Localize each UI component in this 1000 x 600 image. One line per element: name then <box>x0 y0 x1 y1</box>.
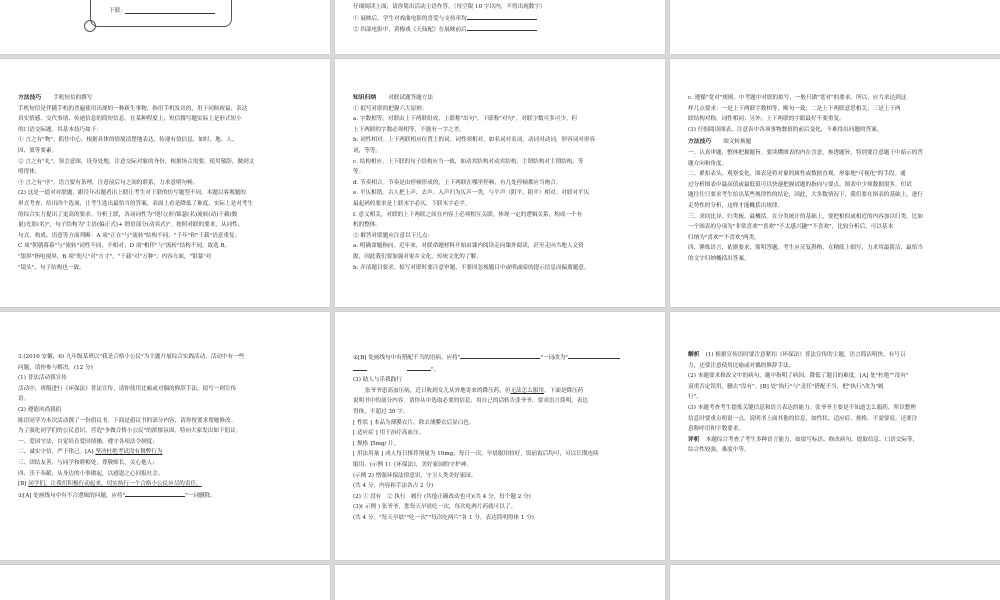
text-line: (2) 遵德风尚我倡 <box>18 406 62 413</box>
underlined-sentence-a: 坚决杜绝考试没有舞弊行为 <box>95 449 163 456</box>
text-line: 联结构对称，词性相同；另外，上下两联的字眼最好不要重复。 <box>688 116 845 123</box>
section-title: 图文转换题 <box>723 139 752 146</box>
top-middle-text: 仔细阅读上面，请你简出活动主语作答。（每空限 10 字以内，不得出现数字） ① 展映后，学生对戏曲电影的喜爱与支持率均 ② 四部电影中，黄梅戏《天仙配》在展映前后 <box>353 4 546 34</box>
text-line: c. 遵循"宽对"规则。中考题中对联的拟写，一般只做"宽对"的要求。所以，应力求达到这 <box>688 95 907 101</box>
slide-analysis: 解析 (1) 根据宣传语时要注意紧扣《环保法》普法宣传的主题，语言简洁明快，有号召 力，还要注意使用比喻或对偶的修辞手法。 (2) 本题要求修改文中的病句，题中指明了病因，降低了题目的难度。[A] 处"杜绝""没有" 双重否定误用，删去"没有"。[B] 处"执行"与"责任"搭配不当，把"执行"改为"履 行"。 (3) 本题考查考生提炼关键信息和语言表达的能力。张爷爷主要是不知道怎么服药，所以整理 信息时要重点明说一点。说明书上面其他的信息，如性状、适应症、规格，不需要说。还要注 意称呼语和字数要求。 评析 本题综合考查了考生多种语言能力，如拟写标语、修改病句、提取信息、口语交际等， 综合性较强，难度中等。 <box>670 312 1000 560</box>
slide-bottom-left <box>0 565 330 600</box>
text-line: 上下两联的字数必须相等，不能有一字之差。 <box>353 126 465 133</box>
text-line: 一、认真审题，整体把握题旨。要读懂图表的内在含意，参透题旨，特别要注意题干中暗示的答 <box>688 149 923 156</box>
text-line: ② 言之有"礼"。领会意图，设身处地，注意交际对象的身份，根据场合需要，使用敬辞，做到文 <box>18 158 255 165</box>
text-line: ③ 言之有"序"。语言要有条理，注意前后句之间的联系，力求意明句畅。 <box>18 179 199 186</box>
text-line: 等。 <box>353 169 365 176</box>
text-line: 问题，请你参与解决。(12 分) <box>18 364 93 371</box>
text-line: 题方向和角度。 <box>688 160 728 167</box>
text-line: ① 言之有"物"。抓住中心，根据具体的情境清楚地表达，传递有效信息，如时、地、人、 <box>18 137 238 144</box>
question-3-cont-body <box>353 396 649 523</box>
text-line: (3) 仔细阅读图表，注意表中各项事物数值的前后变化，不难得出问题的答案。 <box>688 126 883 133</box>
text-line: 行"。 <box>688 394 702 401</box>
text-line: 的口语交际题。其基本技巧如下： <box>18 126 102 133</box>
text-line: (2) 本题要求修改文中的病句，题中指明了病因，降低了题目的难度。[A] 处"杜绝""没有" <box>688 373 909 380</box>
text-line: 量)光影(名)"，句子结构为"主语(偏正式)+ 谓语部分(动宾式)"。按照对联的要求，从词性、 <box>18 222 244 229</box>
slide-top-right <box>670 0 1000 54</box>
text-line: (2) 这是一道对对联题，跟往年出题者出上联让考生对下联的仿写题型不同。本题以客观题的 <box>18 190 246 197</box>
text-line: (1) 普法活动我宣传 <box>18 375 67 382</box>
text-line: 双重否定误用，删去"没有"。[B] 处"执行"与"责任"搭配不当，把"执行"改为"履 <box>688 383 884 390</box>
text-line: 最起码的要求是上联末字必仄，下联末字必平。 <box>353 200 471 207</box>
text-line: 服用。(示例 1)《环保法》，美好家园的守护神。 <box>353 461 472 468</box>
text-line: (示例 2) 增强环保法律意识，守卫人类美好家园。 <box>353 472 477 479</box>
question-body <box>18 352 314 447</box>
text-line: 四、乐于奉献，从身边的小事做起，以感恩之心回报社会。 <box>18 470 164 477</box>
text-line: ① 拟写对联的把握六大原则： <box>353 105 428 112</box>
text-line: 3.(2016 安徽，6) 九年级某班以"我是合格小公民"为主题开展综合实践活动。活动中有一些 <box>18 354 245 360</box>
text-line: 过分析图表中最高值或最低值可以快速把握试题的指向与要点。图表中少须数据很多，但试 <box>688 181 912 188</box>
text-line: 三、团结友善，与同学和睦相处，尊敬师长，关心他人； <box>18 459 158 466</box>
text-line: [ 用法用量 ] 成人每日推荐剂量为 10mg，每日一次，早晨服用较好，饭前饭后均可，可以长期连续 <box>353 451 599 458</box>
scroll-frame <box>90 0 232 27</box>
text-line: 样几点要求：一是上下两联字数相等，断句一致；二是上下两联意思相关；三是上下两 <box>688 105 901 112</box>
text-line: "镜头"，句子结构也一致。 <box>18 264 85 271</box>
text-line: 因、果等要素。 <box>18 147 58 154</box>
slide-sms-writing <box>0 59 330 307</box>
text-line: (共 4 分，内容和手法各占 2 分) <box>353 483 434 490</box>
text-line: [ 规格 ]5mg/ 片。 <box>353 440 400 447</box>
text-line: 一、爱国守法，自觉培育爱国情操，遵守各项法令制度； <box>18 438 158 445</box>
section-heading: 知识归纳 <box>353 95 377 101</box>
text-line: 陈语同学为本次活动撰了一份倡议书。下面是倡议书的部分内容，请你按要求帮她修改。 <box>18 417 237 424</box>
text-line: 源，因此我们要加强对家乡文化、传统文化的了解。 <box>353 253 482 260</box>
text-line: b. 词性相对。上下两联相应位置上的词，词性须相对，如名词对名词，动词对动词，形容词对形容 <box>353 137 596 144</box>
text-line: ② 解答对联题应注意以下几点： <box>353 232 434 239</box>
text-line: 真实情感、交代事情、传递信息的简短信息。在某种程度上，短信撰写题实际上是形式短小 <box>18 116 242 123</box>
answer-blank <box>407 364 431 371</box>
section-title: 手机短信的撰写 <box>53 95 93 101</box>
comment-tag: 评析 <box>688 436 700 443</box>
text-line: [ 性状 ] 本品为薄膜衣片，除去薄膜衣后显白色。 <box>353 419 475 426</box>
text-line: 语。 <box>18 396 30 403</box>
answer-blank <box>568 352 620 359</box>
text-line: (3) 本题考查考生提炼关键信息和语言表达的能力。张爷爷主要是不知道怎么服药，所以整理 <box>688 404 916 411</box>
text-line: 归纳为"喜欢""不喜欢"两类。 <box>688 234 760 241</box>
scroll-curl-icon <box>84 20 96 32</box>
text-line: d. 节奏相合。节奏是由停顿形成的，上下两联在哪里停顿，有几处停顿都应当吻合。 <box>353 179 562 186</box>
text-line: 一个图表的分项为"非常喜欢""喜欢""不太感兴趣""不喜欢"，比较分析后，可以基本 <box>688 224 894 231</box>
answer-blank <box>467 24 537 31</box>
text-line: 的文字归纳概括出答案。 <box>688 255 750 262</box>
text-line: a. 字数相等。对联由上下两联组成，上联称"出句"，下联称"对句"。对联字数可多可少，但 <box>353 116 578 123</box>
text-line: (3)( 示例 ) 张爷爷，您每天早晨吃一次，每次吃两片药就可以了。 <box>353 504 517 511</box>
analysis-tag: 解析 <box>688 352 700 358</box>
answer-blank <box>125 490 185 497</box>
text-line: 力，还要注意使用比喻或对偶的修辞手法。 <box>688 362 795 369</box>
text-line: 说明书中的部分内容。请你从中选取必要的信息，用自己的话转告张爷爷，要求语言简明，表达 <box>353 398 588 405</box>
text-line: b. 弄清题目要求。拟写对联时要注意审题，不要因忽视题目中或明或暗的提示信息而偏离题意。 <box>353 264 590 271</box>
section-heading: 方法技巧 <box>18 95 42 101</box>
text-line: 二、紧扣表头，观察变化。图表是将对象的属性或数据直观、形象地"可视化"的手段。通 <box>688 171 906 178</box>
slide-couplet-methods <box>335 59 665 307</box>
answer-blank <box>460 352 540 359</box>
text-line: 手机短信是伴随手机的普遍使用出现的一种新生事物，指用手机发出的，用于问候祝福、表达 <box>18 105 248 112</box>
slide-bottom-middle <box>335 565 665 600</box>
couplet-answer-line <box>125 13 215 14</box>
text-line: 明得体。 <box>18 169 41 176</box>
chart-conversion-body <box>688 148 984 265</box>
text-line: 走势性的分析，这样才能概括出规律。 <box>688 202 784 209</box>
section-title: 对联试题答题方法 <box>388 95 433 101</box>
text-line: 意称呼语和字数要求。 <box>688 426 744 433</box>
text-line: C 项"朝朝暮暮"与"流转"词性不同，不相对；D 项"相伴"与"流转"结构不同。故选 B。 <box>18 243 231 250</box>
text-line: 三、求同比异，归类梳，最概括。在分类统计的基础上，要把相似或相近的内容加以归类。比如 <box>688 213 923 220</box>
text-line: [ 适应症 ] 用于治疗高血压。 <box>353 430 425 437</box>
underlined-sentence-b: 同学们，让我们积极行动起来，切实执行一个合格小公民应尽的责任。 <box>28 481 202 488</box>
answer-blank <box>467 13 537 20</box>
text-line: "银屏"指电视屏，B 项"咫尺"对"方寸"，"千载"对"万种"；内容方面，"银幕"对 <box>18 253 212 260</box>
slide-bottom-right <box>670 565 1000 600</box>
text-line: c. 结构相应。上下联的句子结构应当一致，如动宾结构对动宾结构，主谓结构对主谓结构，等 <box>353 158 584 165</box>
slide-question-3-cont: ②[B] 处画线句中有搭配不当的语病，应将" "一词改为" "。 (3) 助人与乐我践行 张爷爷患高血压病，近日收到女儿从外地寄来的降压药，但无法怎么服用。下面是降压药 说明书中的部分内容。请你从中选取必要的信息，用自己的话转告张爷爷，要求语言简明，表达 得体，不超过 30 字。 [ 性状 ] 本品为薄膜衣片，除去薄膜衣后显白色。 [ 适应症 ] 用于治疗高血压。 [ 规格 ]5mg/ 片。 [ 用法用量 ] 成人每日推荐剂量为 10mg，每日一次，早晨服用较好，饭前饭后均可，可以长期连续 服用。(示例 1)《环保法》，美好家园的守护神。 (示例 2) 增强环保法律意识，守卫人类美好家园。 (共 4 分，内容和手法各占 2 分) (2) ① 没有 ② 执行 履行 (其他正确改动也可)(共 4 分，每个题 2 分) (3)( 示例 ) 张爷爷，您每天早晨吃一次，每次吃两片药就可以了。 (共 4 分。"每天早晨""吃一次""每次吃两片"各 1 分，表达简明得体 1 分) <box>335 312 665 560</box>
analysis-body <box>688 361 984 435</box>
underlined-phrase: 无法怎么服用 <box>510 387 545 394</box>
text-line: a. 明确命题指向。近年来，对联命题材料开始由课内阅读走向课外阅读，甚至走向当地人文资 <box>353 243 584 250</box>
text-line: f. 意义相关。对联的上下两联之间在内容上必须相互关联，体现一定的逻辑关系，构成一个有 <box>353 211 583 218</box>
text-line: 为了强化同学们的公民意识，营造"争做合格小公民"的浓郁氛围，特向大家发出如下倡议： <box>18 428 242 435</box>
slide-question-3: 3.(2016 安徽，6) 九年级某班以"我是合格小公民"为主题开展综合实践活动。活动中有一些 问题，请你参与解决。(12 分) (1) 普法活动我宣传 活动中，班级进行《环保法》普法宣传，请你使用比喻或对偶的修辞手法，拟写一则宣传 语。 (2) 遵德风尚我倡 陈语同学为本次活动撰了一份倡议书。下面是倡议书的部分内容，请你按要求帮她修改。 为了强化同学们的公民意识，营造"争做合格小公民"的浓郁氛围，特向大家发出如下倡议： 一、爱国守法，自觉培育爱国情操，遵守各项法令制度； 二、诚实守信，严于律己。[A] 坚决杜绝考试没有舞弊行为 三、团结友善，与同学和睦相处，尊敬师长，关心他人； 四、乐于奉献，从身边的小事做起，以感恩之心回报社会。 [B] 同学们，让我们积极行动起来，切实执行一个合格小公民应尽的责任。 ①[A] 处画线句中有不合逻辑的问题，应将" "一词删除。 <box>0 312 330 560</box>
text-line: e. 平仄相谐。古人把上声、去声、入声归为仄声一类，与平声（阴平、阳平）相对。对联对平仄 <box>353 190 590 197</box>
text-line: 词，等等。 <box>353 147 381 154</box>
section-heading: 方法技巧 <box>688 139 712 146</box>
text-line: 四、锤炼语言，依据要求，简明答题。考生应反复斟酌，在精练上细写，力求用最简洁、最恰当 <box>688 245 923 252</box>
text-line: 活动中，班级进行《环保法》普法宣传，请你使用比喻或对偶的修辞手法，拟写一则宣传 <box>18 385 237 392</box>
text-line: 信息时要重点明说一点。说明书上面其他的信息，如性状、适应症、规格，不需要说。还要注 <box>688 415 918 422</box>
text-line: 的综合实力提出了更高的要求。分析上联，各词词性为"咫尺(形)锦瑟(名)流转(动)千載(数 <box>18 211 238 218</box>
text-line: 句式、构成、语意等方面判断：A 项"正在"与"流转"结构不同，"千年"和"千载"语意重复； <box>18 232 241 239</box>
text-line: (2) ① 没有 ② 执行 履行 (其他正确改动也可)(共 4 分，每个题 2 分) <box>353 493 531 500</box>
sms-writing-body <box>18 104 314 274</box>
slide-top-left <box>0 0 330 54</box>
text-line: 形式考查，给出四个选项，让考生选出最恰当的答案，表面上看是降低了难度，实际上是对考生 <box>18 200 253 207</box>
couplet-methods-body <box>353 104 649 274</box>
text-line: 题往往只要求考生给出某些规律性的结论，因此，大多数情况下，我们要在图表的基础上，进行 <box>688 192 923 199</box>
couplet-rules-cont <box>688 93 984 135</box>
text-line: 得体，不超过 30 字。 <box>353 408 409 415</box>
slide-top-middle <box>335 0 665 54</box>
slide-chart-conversion <box>670 59 1000 307</box>
text-line: (共 4 分。"每天早晨""吃一次""每次吃两片"各 1 分，表达简明得体 1 分) <box>353 514 534 521</box>
couplet-lower-label: 下联： <box>109 8 126 14</box>
text-line: 机的整体。 <box>353 222 381 229</box>
